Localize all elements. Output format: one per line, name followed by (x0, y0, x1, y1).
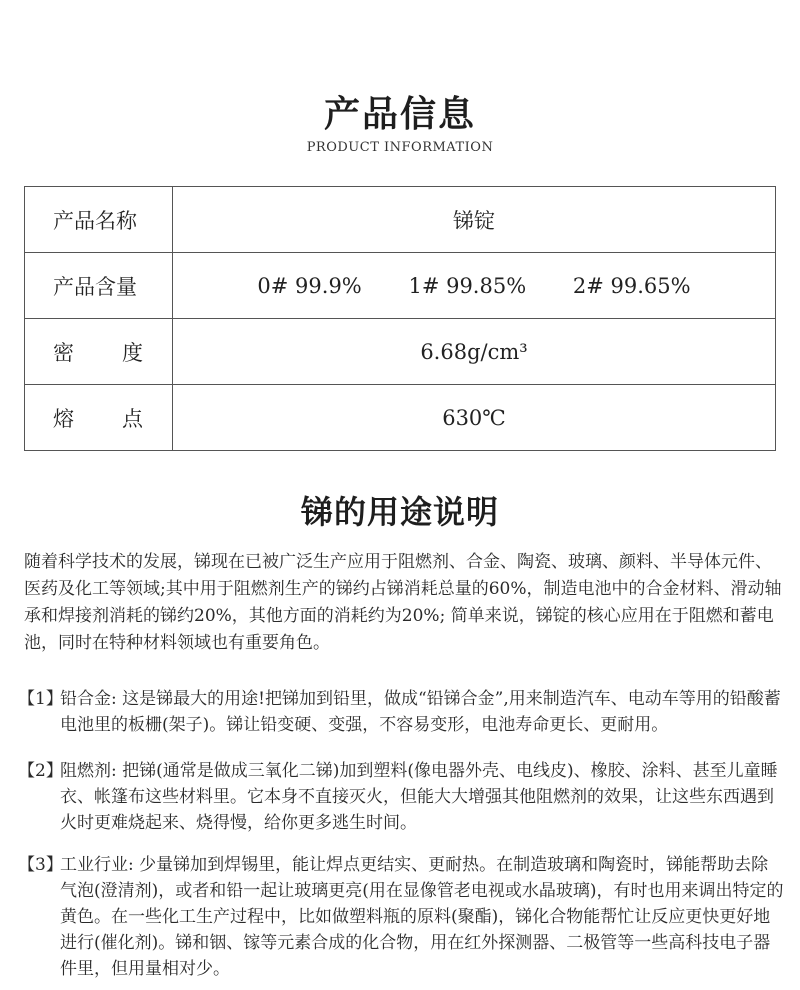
page-title: 产品信息 (323, 93, 476, 135)
item-number: 【1】 (18, 689, 63, 709)
usage-intro-paragraph: 随着科学技术的发展，锑现在已被广泛生产应用于阻燃剂、合金、陶瓷、玻璃、颜料、半导体元件、医药及化工等领域;其中用于阻燃剂生产的锑约占锑消耗总量的60%，制造电池中的合金材料、滑动轴承和焊接剂消耗的锑约20%，其他方面的消耗约为20%; 简单来说，锑锭的核心应用在于阻燃和蓄电池，同时在特种材料领域也有重要角色。 (24, 552, 782, 653)
spec-value-density: 6.68g/cm³ (173, 319, 776, 385)
table-row (25, 319, 776, 385)
spec-label-cell (25, 319, 173, 385)
spec-label-cell (25, 385, 173, 451)
list-item (18, 686, 784, 738)
item-text: 阻燃剂: 把锑(通常是做成三氧化二锑)加到塑料(像电器外壳、电线皮)、橡胶、涂料、甚至儿童睡衣、帐篷布这些材料里。它本身不直接灭火，但能大大增强其他阻燃剂的效果，让这些东西遇到火时更难烧起来、烧得慢，给你更多逃生时间。 (60, 761, 778, 833)
grade-2: 2# 99.65% (572, 273, 691, 298)
spec-label-cell (25, 187, 173, 253)
spec-value-name: 锑锭 (173, 187, 776, 253)
item-number: 【3】 (18, 855, 63, 875)
spec-label-cell (25, 253, 173, 319)
spec-value-melting-point: 630℃ (173, 385, 776, 451)
item-text: 铅合金: 这是锑最大的用途!把锑加到铅里，做成“铅锑合金”,用来制造汽车、电动车等用的铅酸蓄电池里的板栅(架子)。锑让铅变硬、变强，不容易变形，电池寿命更长、更耐用。 (60, 689, 781, 735)
spec-label-melting-point: 熔点 (53, 406, 143, 431)
spec-table (24, 186, 776, 451)
table-row (25, 253, 776, 319)
spec-label-density: 密度 (53, 340, 143, 365)
item-number: 【2】 (18, 761, 63, 781)
list-item (18, 852, 784, 982)
grade-1: 1# 99.85% (408, 273, 527, 298)
spec-value-content (173, 253, 776, 319)
list-item (18, 758, 784, 836)
spec-label-content: 产品含量 (53, 274, 137, 299)
usage-section-title: 锑的用途说明 (300, 493, 499, 531)
page-subtitle: PRODUCT INFORMATION (306, 140, 494, 155)
table-row (25, 385, 776, 451)
spec-label-name: 产品名称 (53, 208, 137, 233)
product-info-header (0, 92, 800, 156)
grade-0: 0# 99.9% (257, 273, 362, 298)
table-row (25, 187, 776, 253)
item-text: 工业行业: 少量锑加到焊锡里，能让焊点更结实、更耐热。在制造玻璃和陶瓷时，锑能帮助去除气泡(澄清剂)，或者和铅一起让玻璃更亮(用在显像管老电视或水晶玻璃)，有时也用来调出特定的黄色。在一些化工生产过程中，比如做塑料瓶的原料(聚酯)，锑化合物能帮忙让反应更快更好地进行(催化剂)。锑和铟、镓等元素合成的化合物，用在红外探测器、二极管等一些高科技电子器件里，但用量相对少。 (60, 855, 784, 979)
